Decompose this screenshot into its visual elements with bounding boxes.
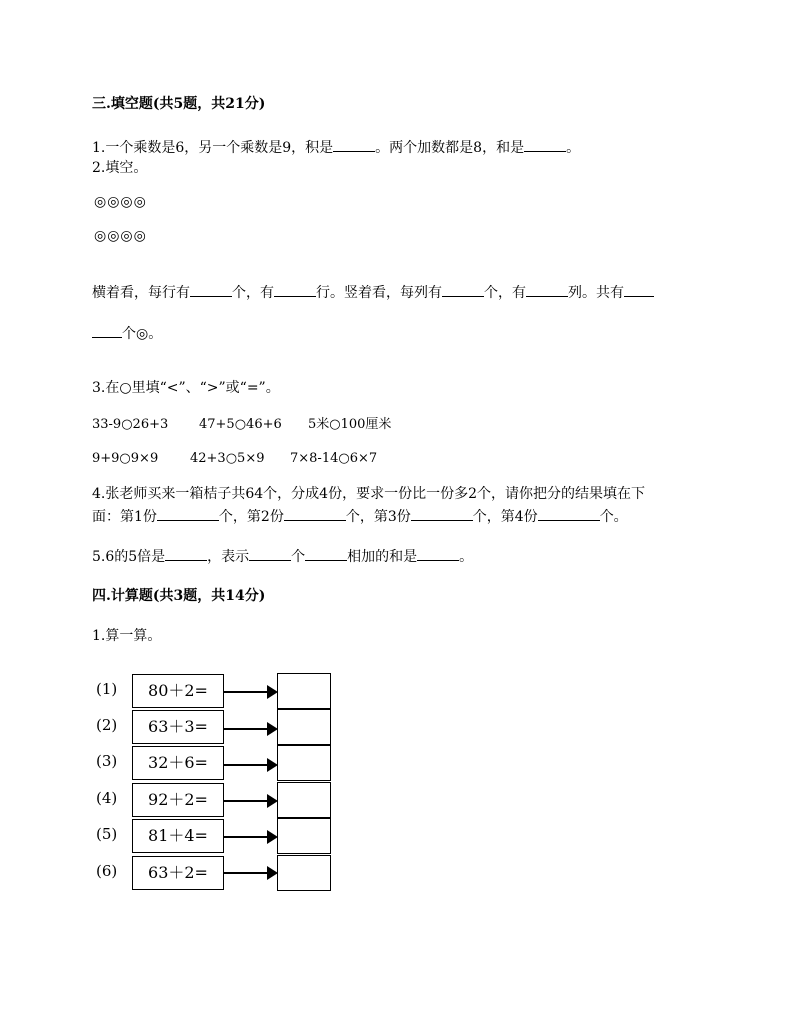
q3-expr-3: 5米○100厘米 [308, 417, 392, 432]
q1-text-a: 1.一个乘数是6，另一个乘数是9，积是 [92, 140, 334, 156]
q5-text-e: 。 [459, 549, 474, 565]
answer-box-3[interactable] [277, 745, 331, 781]
section4-q1-label: 1.算一算。 [92, 628, 162, 644]
calc-num-3: (3) [96, 752, 118, 770]
calc-expr-1: 80＋2= [132, 674, 224, 708]
q4-text-a: 面：第1份 [92, 509, 157, 525]
q4-text-e: 个。 [599, 509, 628, 525]
answer-box-1[interactable] [277, 673, 331, 709]
q4-blank-part3[interactable] [411, 506, 473, 521]
q2-blank-cols[interactable] [526, 282, 568, 297]
question-3-label: 3.在○里填“<”、“>”或“=”。 [92, 380, 280, 396]
question-5 [92, 546, 473, 567]
q3-expr-2: 47+5○46+6 [199, 417, 282, 432]
q1-blank-sum[interactable] [524, 137, 566, 152]
q2-text-b: 个，有 [232, 285, 274, 301]
q4-blank-part2[interactable] [284, 506, 346, 521]
q2-blank-total-end[interactable] [92, 323, 122, 338]
q3-expr-4: 9+9○9×9 [92, 451, 159, 466]
calc-num-1: (1) [96, 680, 118, 698]
q2-text-a: 横着看，每行有 [92, 285, 190, 301]
calc-expr-2: 63＋3= [132, 710, 224, 744]
q4-blank-part1[interactable] [157, 506, 219, 521]
arrow-right-icon [224, 836, 276, 838]
section3-title: 三.填空题(共5题，共21分) [92, 96, 266, 112]
calc-expr-3: 32＋6= [132, 746, 224, 780]
calc-expr-6: 63＋2= [132, 856, 224, 890]
question-4-line-1: 4.张老师买来一箱桔子共64个，分成4份，要求一份比一份多2个，请你把分的结果填在下 [92, 486, 645, 502]
q5-blank-count[interactable] [249, 546, 291, 561]
question-2-line-1 [92, 282, 654, 303]
q1-text-b: 。两个加数都是8，和是 [375, 140, 525, 156]
q3-expr-6: 7×8-14○6×7 [290, 451, 378, 466]
q1-blank-product[interactable] [333, 137, 375, 152]
answer-box-2[interactable] [277, 709, 331, 745]
q3-expr-1: 33-9○26+3 [92, 417, 169, 432]
q5-text-d: 相加的和是 [347, 549, 418, 565]
q4-blank-part4[interactable] [538, 506, 600, 521]
q2-blank-per-row[interactable] [190, 282, 232, 297]
answer-box-5[interactable] [277, 818, 331, 854]
q2-blank-rows[interactable] [274, 282, 316, 297]
circle-row-2: ◎◎◎◎ [94, 228, 147, 244]
arrow-right-icon [224, 691, 276, 693]
q2-blank-per-col[interactable] [442, 282, 484, 297]
q2-text-e: 列。共有 [568, 285, 624, 301]
q5-text-b: ，表示 [207, 549, 250, 565]
q5-blank-addend[interactable] [305, 546, 347, 561]
calc-expr-4: 92＋2= [132, 783, 224, 817]
question-1 [92, 137, 580, 158]
calc-expr-5: 81＋4= [132, 819, 224, 853]
calc-diagram [96, 672, 356, 897]
calc-num-4: (4) [96, 789, 118, 807]
q5-text-c: 个 [291, 549, 306, 565]
q4-text-b: 个，第2份 [218, 509, 284, 525]
arrow-right-icon [224, 872, 276, 874]
q5-text-a: 5.6的5倍是 [92, 549, 166, 565]
arrow-right-icon [224, 764, 276, 766]
q5-blank-sum[interactable] [417, 546, 459, 561]
answer-box-6[interactable] [277, 855, 331, 891]
answer-box-4[interactable] [277, 782, 331, 818]
section4-title: 四.计算题(共3题，共14分) [92, 588, 266, 604]
q4-text-c: 个，第3份 [345, 509, 411, 525]
arrow-right-icon [224, 800, 276, 802]
calc-num-2: (2) [96, 716, 118, 734]
question-4-line-2 [92, 506, 628, 527]
q3-expr-5: 42+3○5×9 [190, 451, 265, 466]
q2-blank-total-start[interactable] [624, 282, 654, 297]
circle-row-1: ◎◎◎◎ [94, 194, 147, 210]
q2-text-d: 个，有 [484, 285, 526, 301]
q1-text-c: 。 [566, 140, 581, 156]
q2-text-c: 行。竖着看，每列有 [316, 285, 442, 301]
q4-text-d: 个，第4份 [472, 509, 538, 525]
question-2-label: 2.填空。 [92, 160, 148, 176]
question-2-line-2 [92, 323, 162, 344]
calc-num-6: (6) [96, 862, 118, 880]
q2-text-f: 个◎。 [122, 326, 163, 342]
q5-blank-result[interactable] [165, 546, 207, 561]
arrow-right-icon [224, 728, 276, 730]
calc-num-5: (5) [96, 825, 118, 843]
